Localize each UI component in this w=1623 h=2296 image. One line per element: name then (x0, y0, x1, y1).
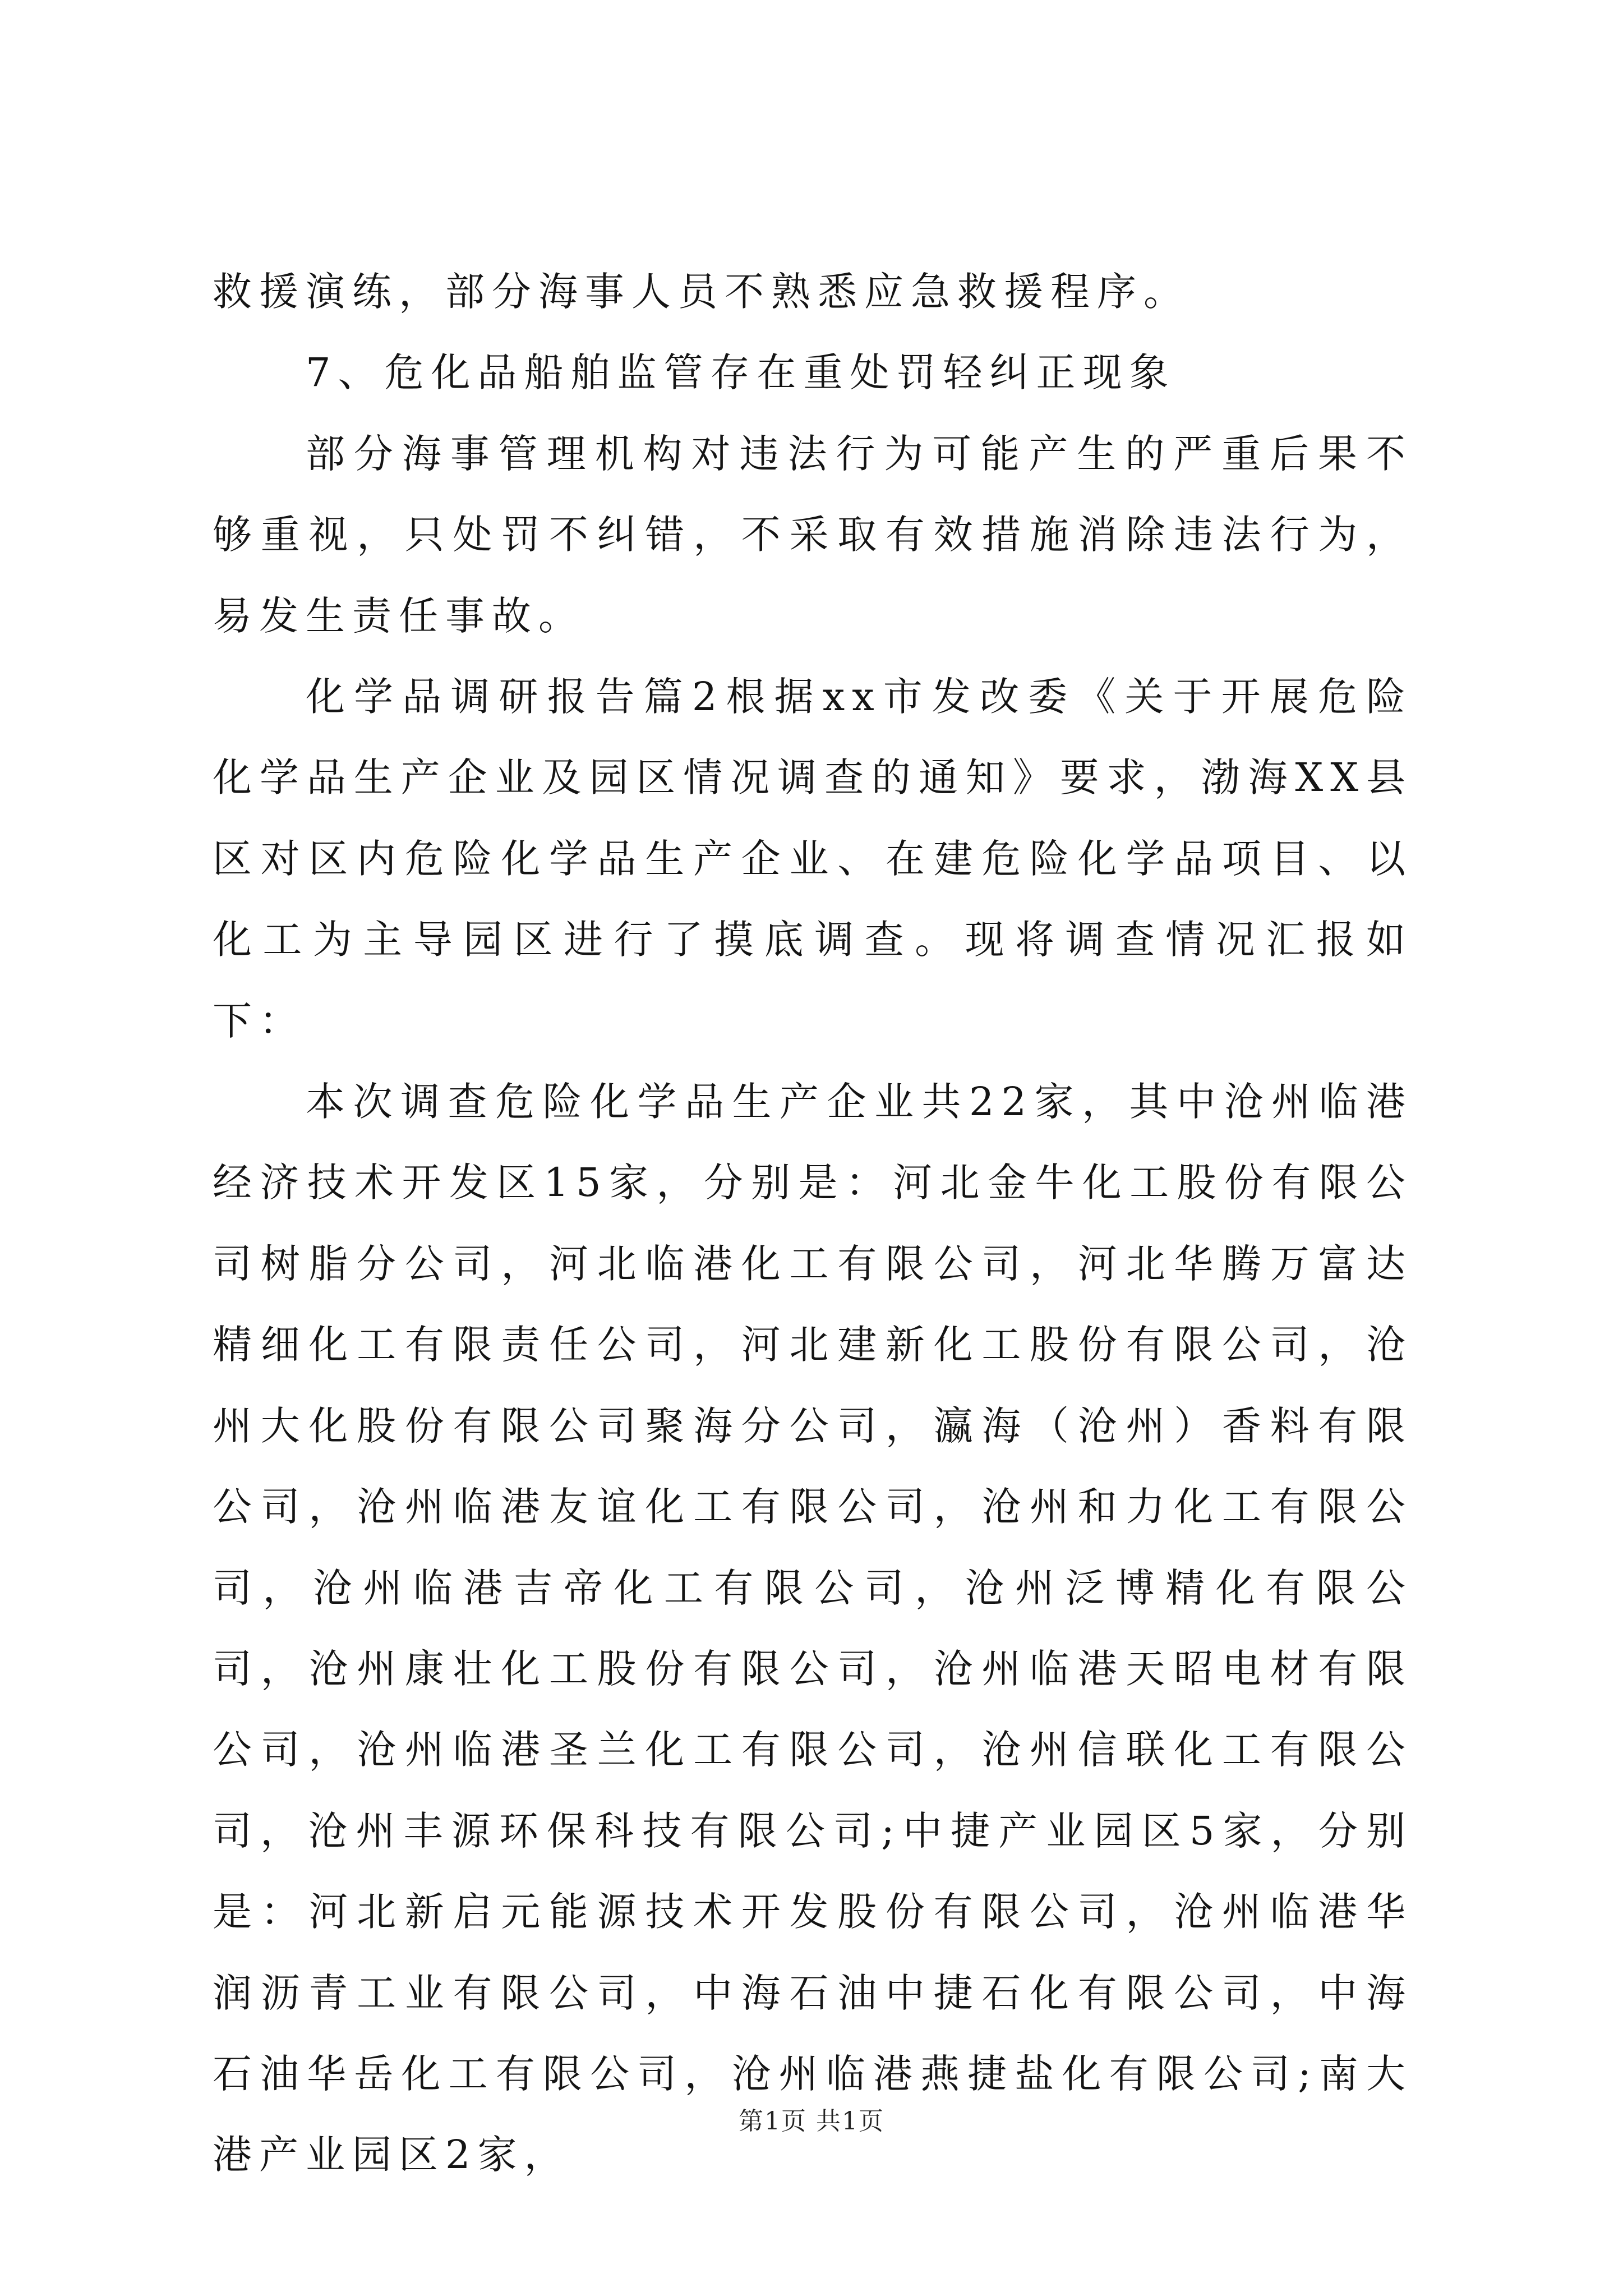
document-body (213, 251, 1413, 2196)
paragraph: 本次调查危险化学品生产企业共22家，其中沧州临港经济技术开发区15家，分别是：河北金牛化工股份有限公司树脂分公司，河北临港化工有限公司，河北华腾万富达精细化工有限责任公司，河北建新化工股份有限公司，沧州大化股份有限公司聚海分公司，瀛海（沧州）香料有限公司，沧州临港友谊化工有限公司，沧州和力化工有限公司，沧州临港吉帝化工有限公司，沧州泛博精化有限公司，沧州康壮化工股份有限公司，沧州临港天昭电材有限公司，沧州临港圣兰化工有限公司，沧州信联化工有限公司，沧州丰源环保科技有限公司;中捷产业园区5家，分别是：河北新启元能源技术开发股份有限公司，沧州临港华润沥青工业有限公司，中海石油中捷石化有限公司，中海石油华岳化工有限公司，沧州临港燕捷盐化有限公司;南大港产业园区2家， (213, 1079, 1413, 2178)
page-footer: 第1页 共1页 (739, 2107, 884, 2136)
paragraph: 部分海事管理机构对违法行为可能产生的严重后果不够重视，只处罚不纠错，不采取有效措施消除违法行为，易发生责任事故。 (213, 430, 1413, 639)
paragraph-heading: 7、危化品船舶监管存在重处罚轻纠正现象 (306, 349, 1176, 396)
paragraph: 救援演练，部分海事人员不熟悉应急救援程序。 (213, 269, 1190, 315)
paragraph: 化学品调研报告篇2根据xx市发改委《关于开展危险化学品生产企业及园区情况调查的通知》要求，渤海XX县区对区内危险化学品生产企业、在建危险化学品项目、以化工为主导园区进行了摸底调查。现将调查情况汇报如下： (213, 674, 1413, 1044)
